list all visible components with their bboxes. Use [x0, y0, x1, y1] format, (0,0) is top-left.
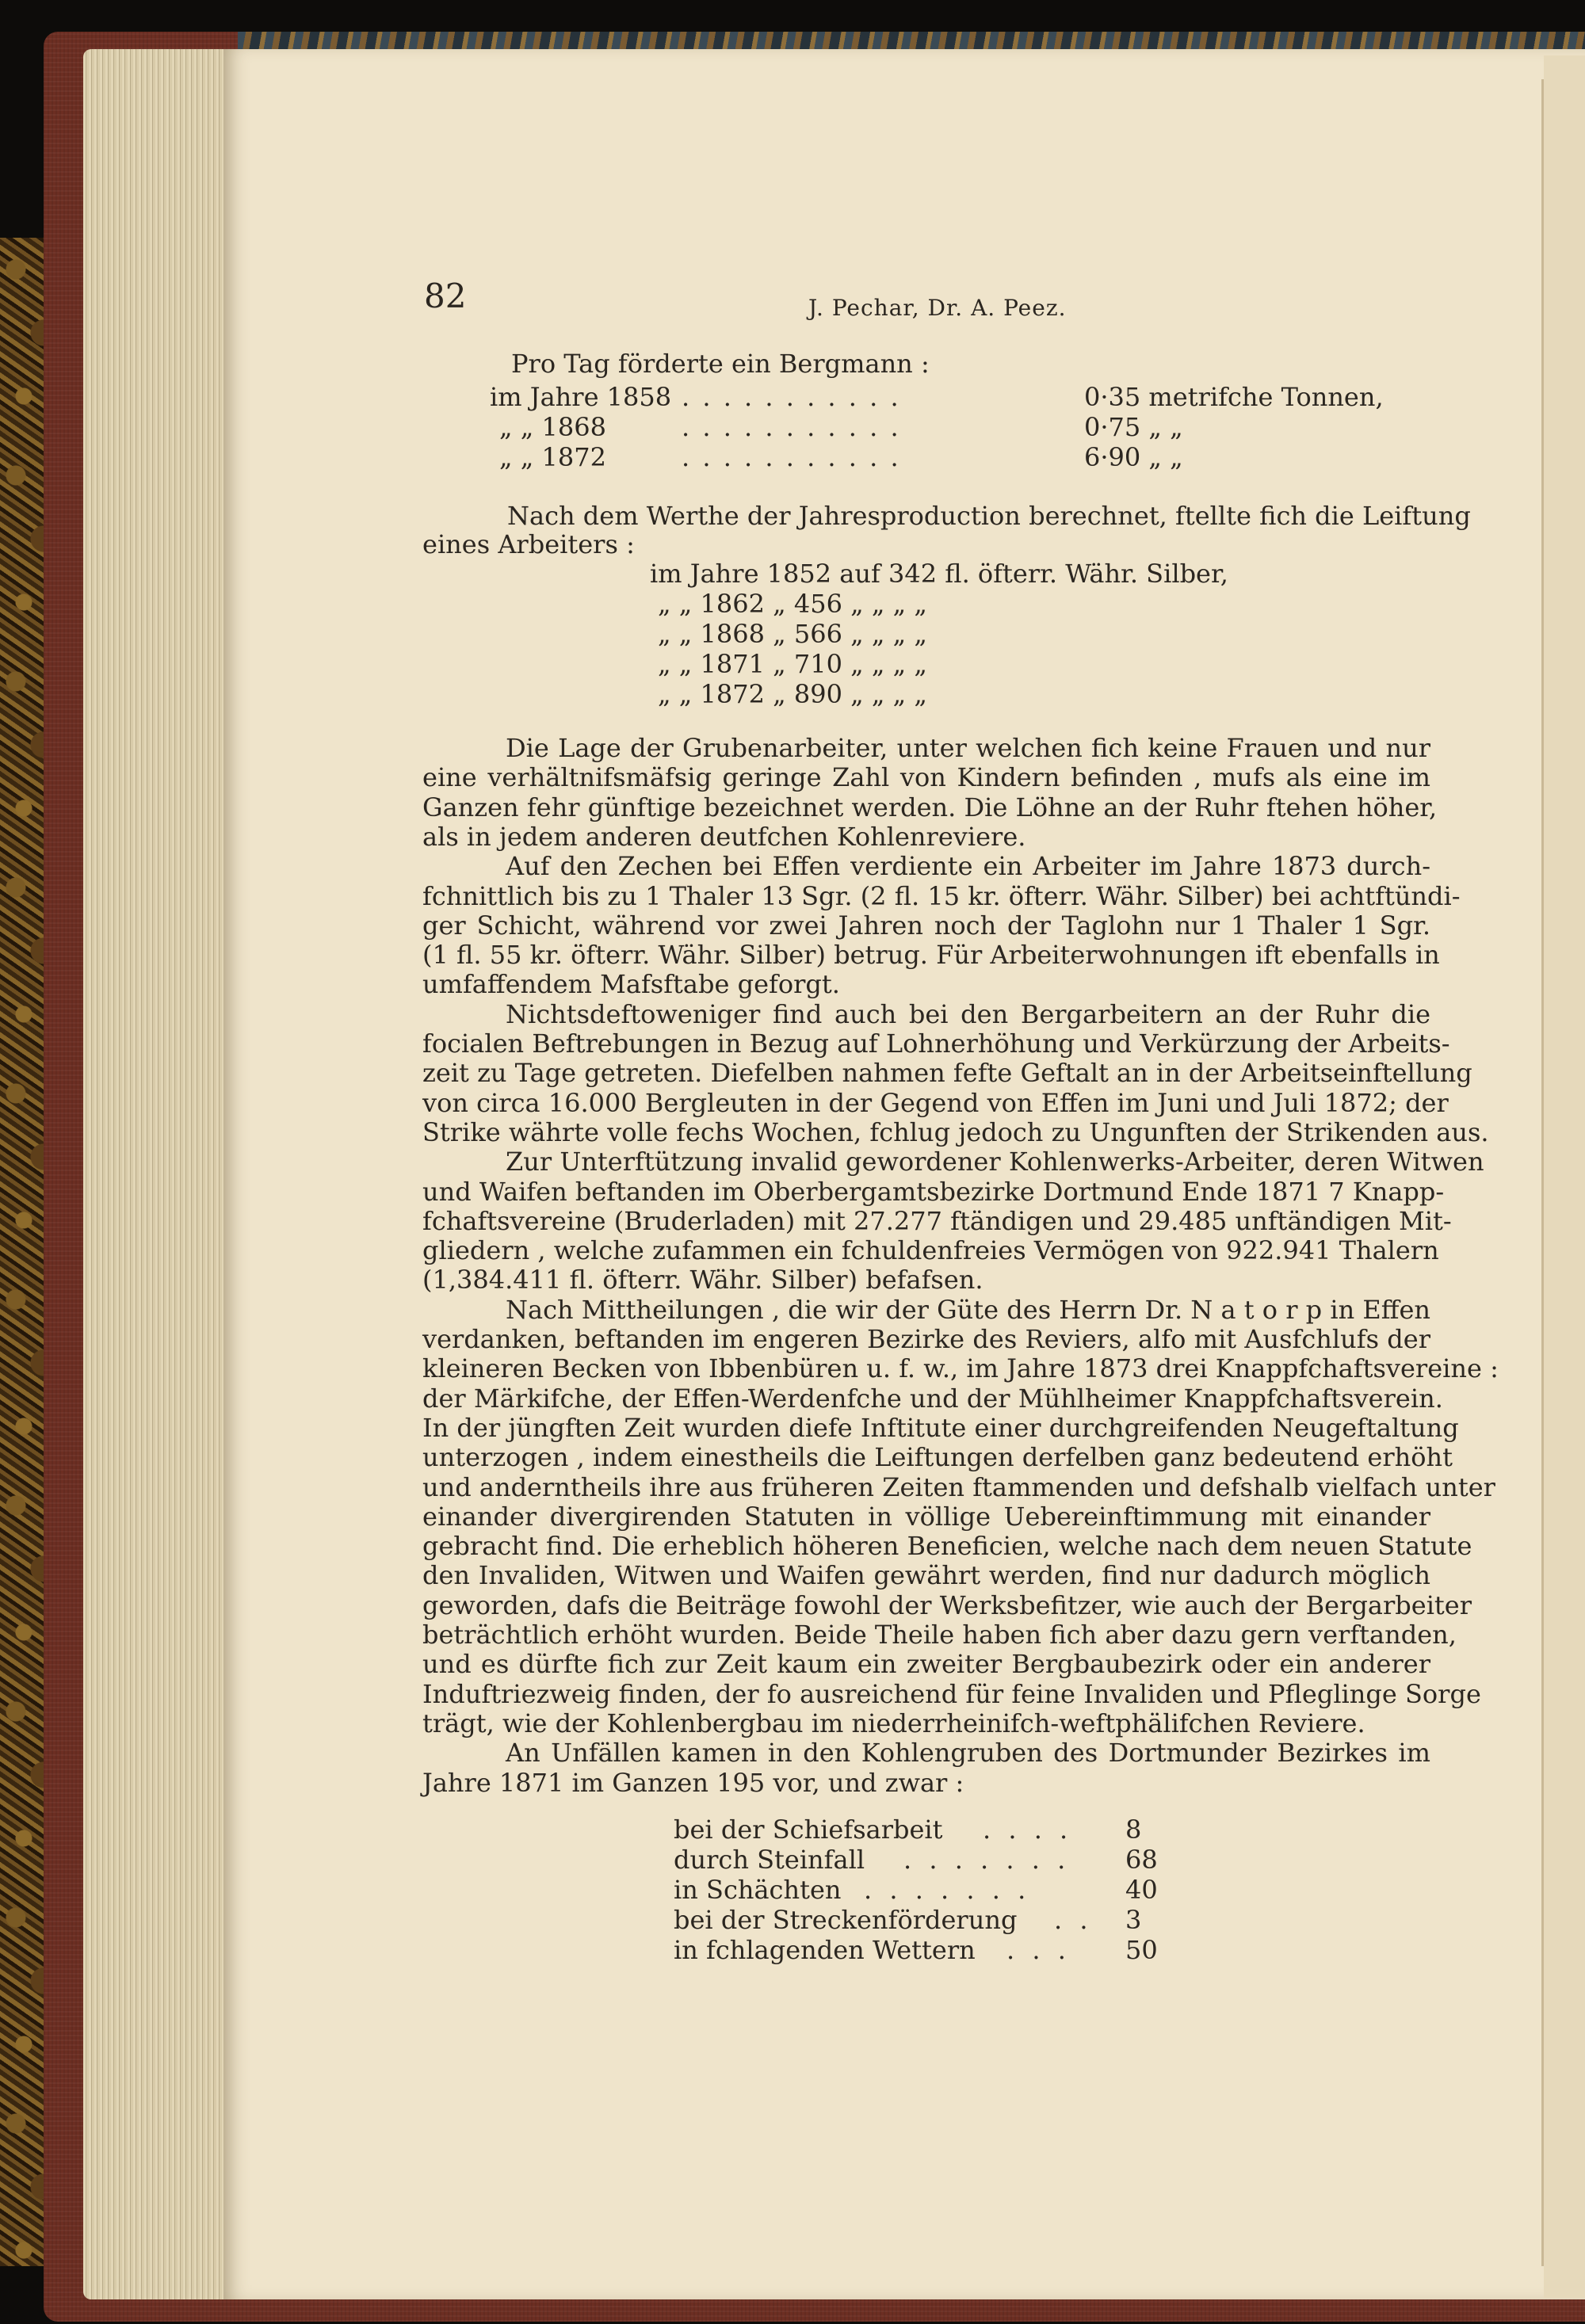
- accident-value: 3: [1125, 1905, 1142, 1935]
- body-line: In der jüngften Zeit wurden diefe Inftitute einer durchgreifenden Neugeftaltung: [422, 1413, 1459, 1443]
- accident-dots: . . .: [1006, 1935, 1071, 1965]
- paragraph-line: Nach dem Werthe der Jahresproduction berechnet, ftellte fich die Leiftung: [507, 501, 1471, 531]
- body-line: einander divergirenden Statuten in völlige Uebereinftimmung mit einander: [422, 1502, 1430, 1532]
- value-row: „ „ 1872 „ 890 „ „ „ „: [658, 679, 927, 709]
- body-line: An Unfällen kamen in den Kohlengruben des Dortmunder Bezirkes im: [506, 1738, 1430, 1768]
- body-line: und es dürfte fich zur Zeit kaum ein zweiter Bergbaubezirk oder ein anderer: [422, 1649, 1430, 1679]
- accident-dots: . . . .: [983, 1815, 1073, 1845]
- body-line: Jahre 1871 im Ganzen 195 vor, und zwar :: [422, 1768, 964, 1798]
- body-line: (1 fl. 55 kr. öfterr. Währ. Silber) betrug. Für Arbeiterwohnungen ift ebenfalls in: [422, 940, 1440, 970]
- body-line: trägt, wie der Kohlenbergbau im niederrheinifch-weftphälifchen Reviere.: [422, 1708, 1365, 1738]
- accident-dots: . . . . . . .: [864, 1875, 1031, 1905]
- body-line: als in jedem anderen deutfchen Kohlenreviere.: [422, 822, 1026, 852]
- tonnage-dots: . . . . . . . . . . .: [682, 382, 901, 412]
- page-number: 82: [424, 277, 467, 315]
- tonnage-dots: . . . . . . . . . . .: [682, 412, 901, 442]
- body-line: und anderntheils ihre aus früheren Zeiten ftammenden und defshalb vielfach unter: [422, 1472, 1495, 1502]
- running-title: J. Pechar, Dr. A. Peez.: [808, 295, 1067, 321]
- body-line: ger Schicht, während vor zwei Jahren noch der Taglohn nur 1 Thaler 1 Sgr.: [422, 910, 1430, 941]
- accident-value: 40: [1125, 1875, 1158, 1905]
- accident-value: 50: [1125, 1935, 1158, 1965]
- body-line: den Invaliden, Witwen und Waifen gewährt werden, find nur dadurch möglich: [422, 1560, 1430, 1590]
- body-line: Die Lage der Grubenarbeiter, unter welchen fich keine Frauen und nur: [506, 733, 1430, 763]
- accident-label: in fchlagenden Wettern: [674, 1935, 976, 1965]
- body-line: kleineren Becken von Ibbenbüren u. f. w., im Jahre 1873 drei Knappfchaftsvereine :: [422, 1353, 1499, 1383]
- value-row: im Jahre 1852 auf 342 fl. öfterr. Währ. Silber,: [650, 559, 1228, 589]
- tonnage-value: 0·35 metrifche Tonnen,: [1084, 382, 1384, 412]
- body-line: eine verhältnifsmäfsig geringe Zahl von Kindern befinden , mufs als eine im: [422, 762, 1430, 792]
- body-line: Induftriezweig finden, der fo ausreichend für feine Invaliden und Pfleglinge Sorge: [422, 1679, 1481, 1709]
- tonnage-label: im Jahre 1858: [490, 382, 672, 412]
- facing-page-edge: [1544, 55, 1585, 2298]
- page-edges: [83, 49, 226, 2299]
- body-line: und Waifen beftanden im Oberbergamtsbezirke Dortmund Ende 1871 7 Knapp-: [422, 1177, 1445, 1207]
- body-line: Nach Mittheilungen , die wir der Güte des Herrn Dr. N a t o r p in Effen: [506, 1295, 1430, 1325]
- accident-value: 8: [1125, 1815, 1142, 1845]
- accident-label: bei der Streckenförderung: [674, 1905, 1018, 1935]
- body-line: zeit zu Tage getreten. Diefelben nahmen fefte Geftalt an in der Arbeitseinftellung: [422, 1058, 1472, 1088]
- accident-dots: . .: [1054, 1905, 1093, 1935]
- body-line: Nichtsdeftoweniger find auch bei den Bergarbeitern an der Ruhr die: [506, 999, 1430, 1029]
- tonnage-value: 6·90 „ „: [1084, 442, 1183, 472]
- paragraph-line: eines Arbeiters :: [422, 529, 635, 559]
- body-line: beträchtlich erhöht wurden. Beide Theile haben fich aber dazu gern verftanden,: [422, 1620, 1457, 1650]
- body-line: umfaffendem Mafsftabe geforgt.: [422, 969, 840, 999]
- body-line: gliedern , welche zufammen ein fchuldenfreies Vermögen von 922.941 Thalern: [422, 1235, 1439, 1265]
- body-line: Zur Unterftützung invalid gewordener Kohlenwerks-Arbeiter, deren Witwen: [506, 1147, 1484, 1177]
- body-line: von circa 16.000 Bergleuten in der Gegend von Effen im Juni und Juli 1872; der: [422, 1088, 1449, 1118]
- body-line: (1,384.411 fl. öfterr. Währ. Silber) befafsen.: [422, 1265, 983, 1295]
- accident-label: bei der Schiefsarbeit: [674, 1815, 943, 1845]
- tonnage-label: „ „ 1868: [499, 412, 606, 442]
- body-line: Strike währte volle fechs Wochen, fchlug jedoch zu Ungunften der Strikenden aus.: [422, 1117, 1489, 1147]
- accident-value: 68: [1125, 1845, 1158, 1875]
- value-row: „ „ 1862 „ 456 „ „ „ „: [658, 589, 927, 619]
- body-line: focialen Beftrebungen in Bezug auf Lohnerhöhung und Verkürzung der Arbeits-: [422, 1028, 1450, 1059]
- body-line: Ganzen fehr günftige bezeichnet werden. Die Löhne an der Ruhr ftehen höher,: [422, 792, 1438, 822]
- body-line: Auf den Zechen bei Effen verdiente ein Arbeiter im Jahre 1873 durch-: [506, 851, 1430, 881]
- tonnage-label: „ „ 1872: [499, 442, 606, 472]
- value-row: „ „ 1868 „ 566 „ „ „ „: [658, 619, 927, 649]
- value-row: „ „ 1871 „ 710 „ „ „ „: [658, 649, 927, 679]
- body-line: gebracht find. Die erheblich höheren Beneficien, welche nach dem neuen Statute: [422, 1531, 1472, 1561]
- intro-line: Pro Tag förderte ein Bergmann :: [511, 349, 930, 379]
- accident-dots: . . . . . . .: [903, 1845, 1071, 1875]
- accident-label: in Schächten: [674, 1875, 842, 1905]
- body-line: fchnittlich bis zu 1 Thaler 13 Sgr. (2 fl. 15 kr. öfterr. Währ. Silber) bei achtftündi-: [422, 881, 1461, 911]
- accident-label: durch Steinfall: [674, 1845, 865, 1875]
- body-line: der Märkifche, der Effen-Werdenfche und der Mühlheimer Knappfchaftsverein.: [422, 1383, 1443, 1414]
- body-line: geworden, dafs die Beiträge fowohl der Werksbefitzer, wie auch der Bergarbeiter: [422, 1590, 1472, 1620]
- tonnage-value: 0·75 „ „: [1084, 412, 1183, 442]
- tonnage-dots: . . . . . . . . . . .: [682, 442, 901, 472]
- body-line: fchaftsvereine (Bruderladen) mit 27.277 ftändigen und 29.485 unftändigen Mit-: [422, 1206, 1452, 1236]
- body-line: verdanken, beftanden im engeren Bezirke des Reviers, alfo mit Ausfchlufs der: [422, 1324, 1430, 1354]
- body-line: unterzogen , indem einestheils die Leiftungen derfelben ganz bedeutend erhöht: [422, 1442, 1453, 1472]
